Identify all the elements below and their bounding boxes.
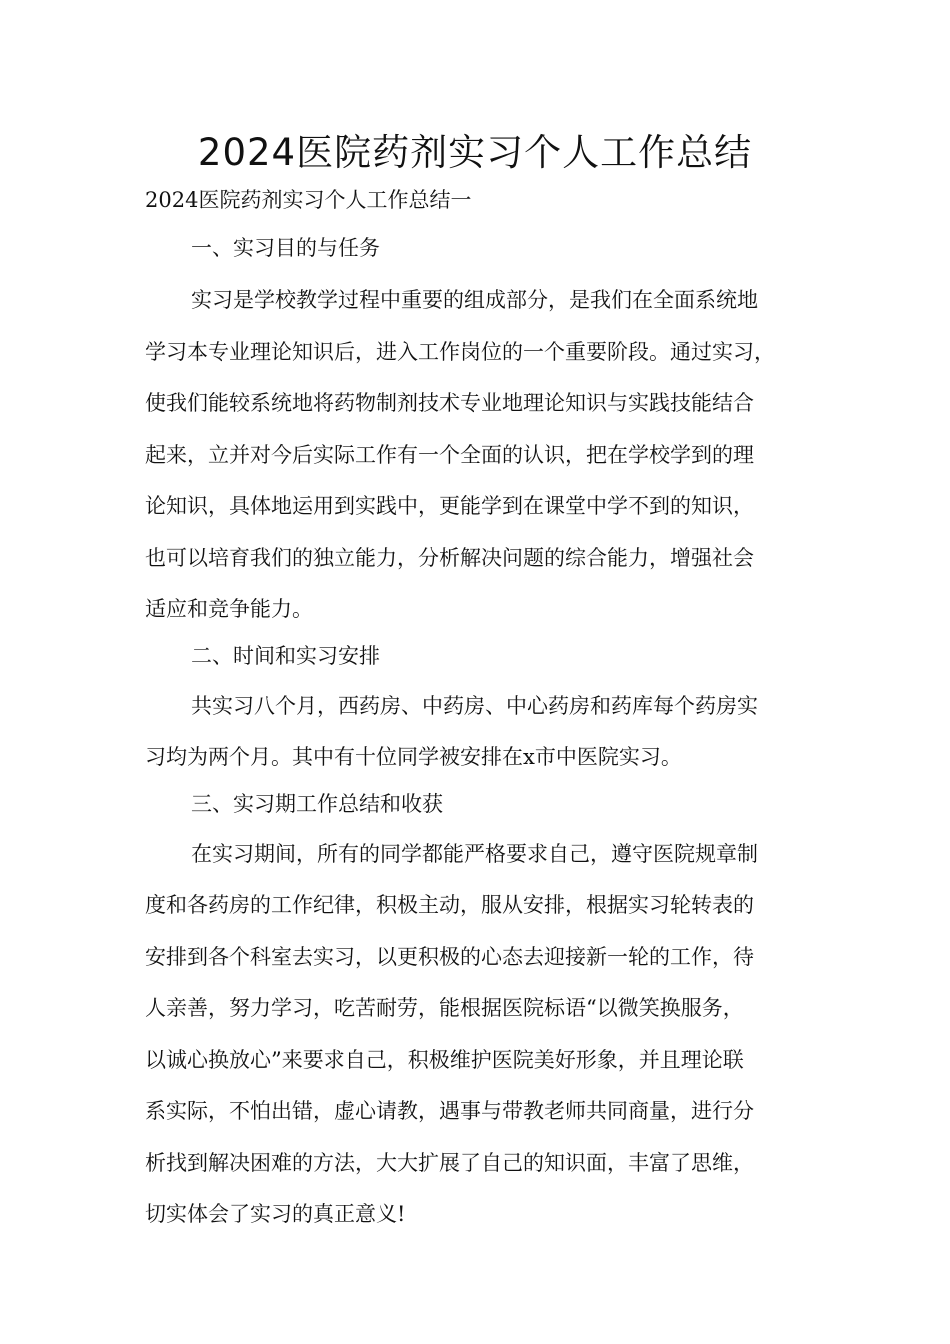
paragraph-line: 共实习八个月，西药房、中药房、中心药房和药库每个药房实: [191, 693, 758, 718]
section-heading-3: 三、实习期工作总结和收获: [191, 791, 443, 816]
document-title: 2024医院药剂实习个人工作总结: [197, 131, 753, 174]
paragraph-2: [145, 681, 825, 784]
document-body: [145, 184, 825, 1241]
paragraph-line: 析找到解决困难的方法，大大扩展了自己的知识面，丰富了思维，: [145, 1150, 754, 1175]
paragraph-line: 也可以培育我们的独立能力，分析解决问题的综合能力，增强社会: [145, 545, 754, 570]
paragraph-line: 实习是学校教学过程中重要的组成部分，是我们在全面系统地: [191, 288, 758, 312]
paragraph-line: 人亲善，努力学习，吃苦耐劳，能根据医院标语“以微笑换服务，: [145, 996, 744, 1020]
paragraph-line: 切实体会了实习的真正意义!: [145, 1202, 406, 1226]
paragraph-line: 以诚心换放心”来要求自己，积极维护医院美好形象，并且理论联: [145, 1047, 744, 1072]
document-subtitle: 2024医院药剂实习个人工作总结一: [145, 188, 472, 212]
paragraph-line: 适应和竞争能力。: [145, 597, 313, 621]
paragraph-line: 习均为两个月。其中有十位同学被安排在x市中医院实习。: [145, 745, 682, 769]
paragraph-line: 起来，立并对今后实际工作有一个全面的认识，把在学校学到的理: [145, 442, 754, 467]
paragraph-line: 度和各药房的工作纪律，积极主动，服从安排，根据实习轮转表的: [145, 893, 754, 917]
paragraph-line: 安排到各个科室去实习，以更积极的心态去迎接新一轮的工作，待: [145, 944, 754, 969]
section-heading-2: 二、时间和实习安排: [191, 643, 380, 668]
paragraph-line: 使我们能较系统地将药物制剂技术专业地理论知识与实践技能结合: [145, 391, 754, 415]
section-heading-1: 一、实习目的与任务: [191, 236, 380, 260]
paragraph-1: [145, 275, 825, 636]
paragraph-line: 在实习期间，所有的同学都能严格要求自己，遵守医院规章制: [191, 841, 758, 866]
paragraph-line: 论知识，具体地运用到实践中，更能学到在课堂中学不到的知识，: [145, 494, 754, 518]
paragraph-3: [145, 829, 825, 1241]
paragraph-line: 学习本专业理论知识后，进入工作岗位的一个重要阶段。通过实习，: [145, 339, 775, 364]
paragraph-line: 系实际，不怕出错，虚心请教，遇事与带教老师共同商量，进行分: [145, 1099, 754, 1123]
